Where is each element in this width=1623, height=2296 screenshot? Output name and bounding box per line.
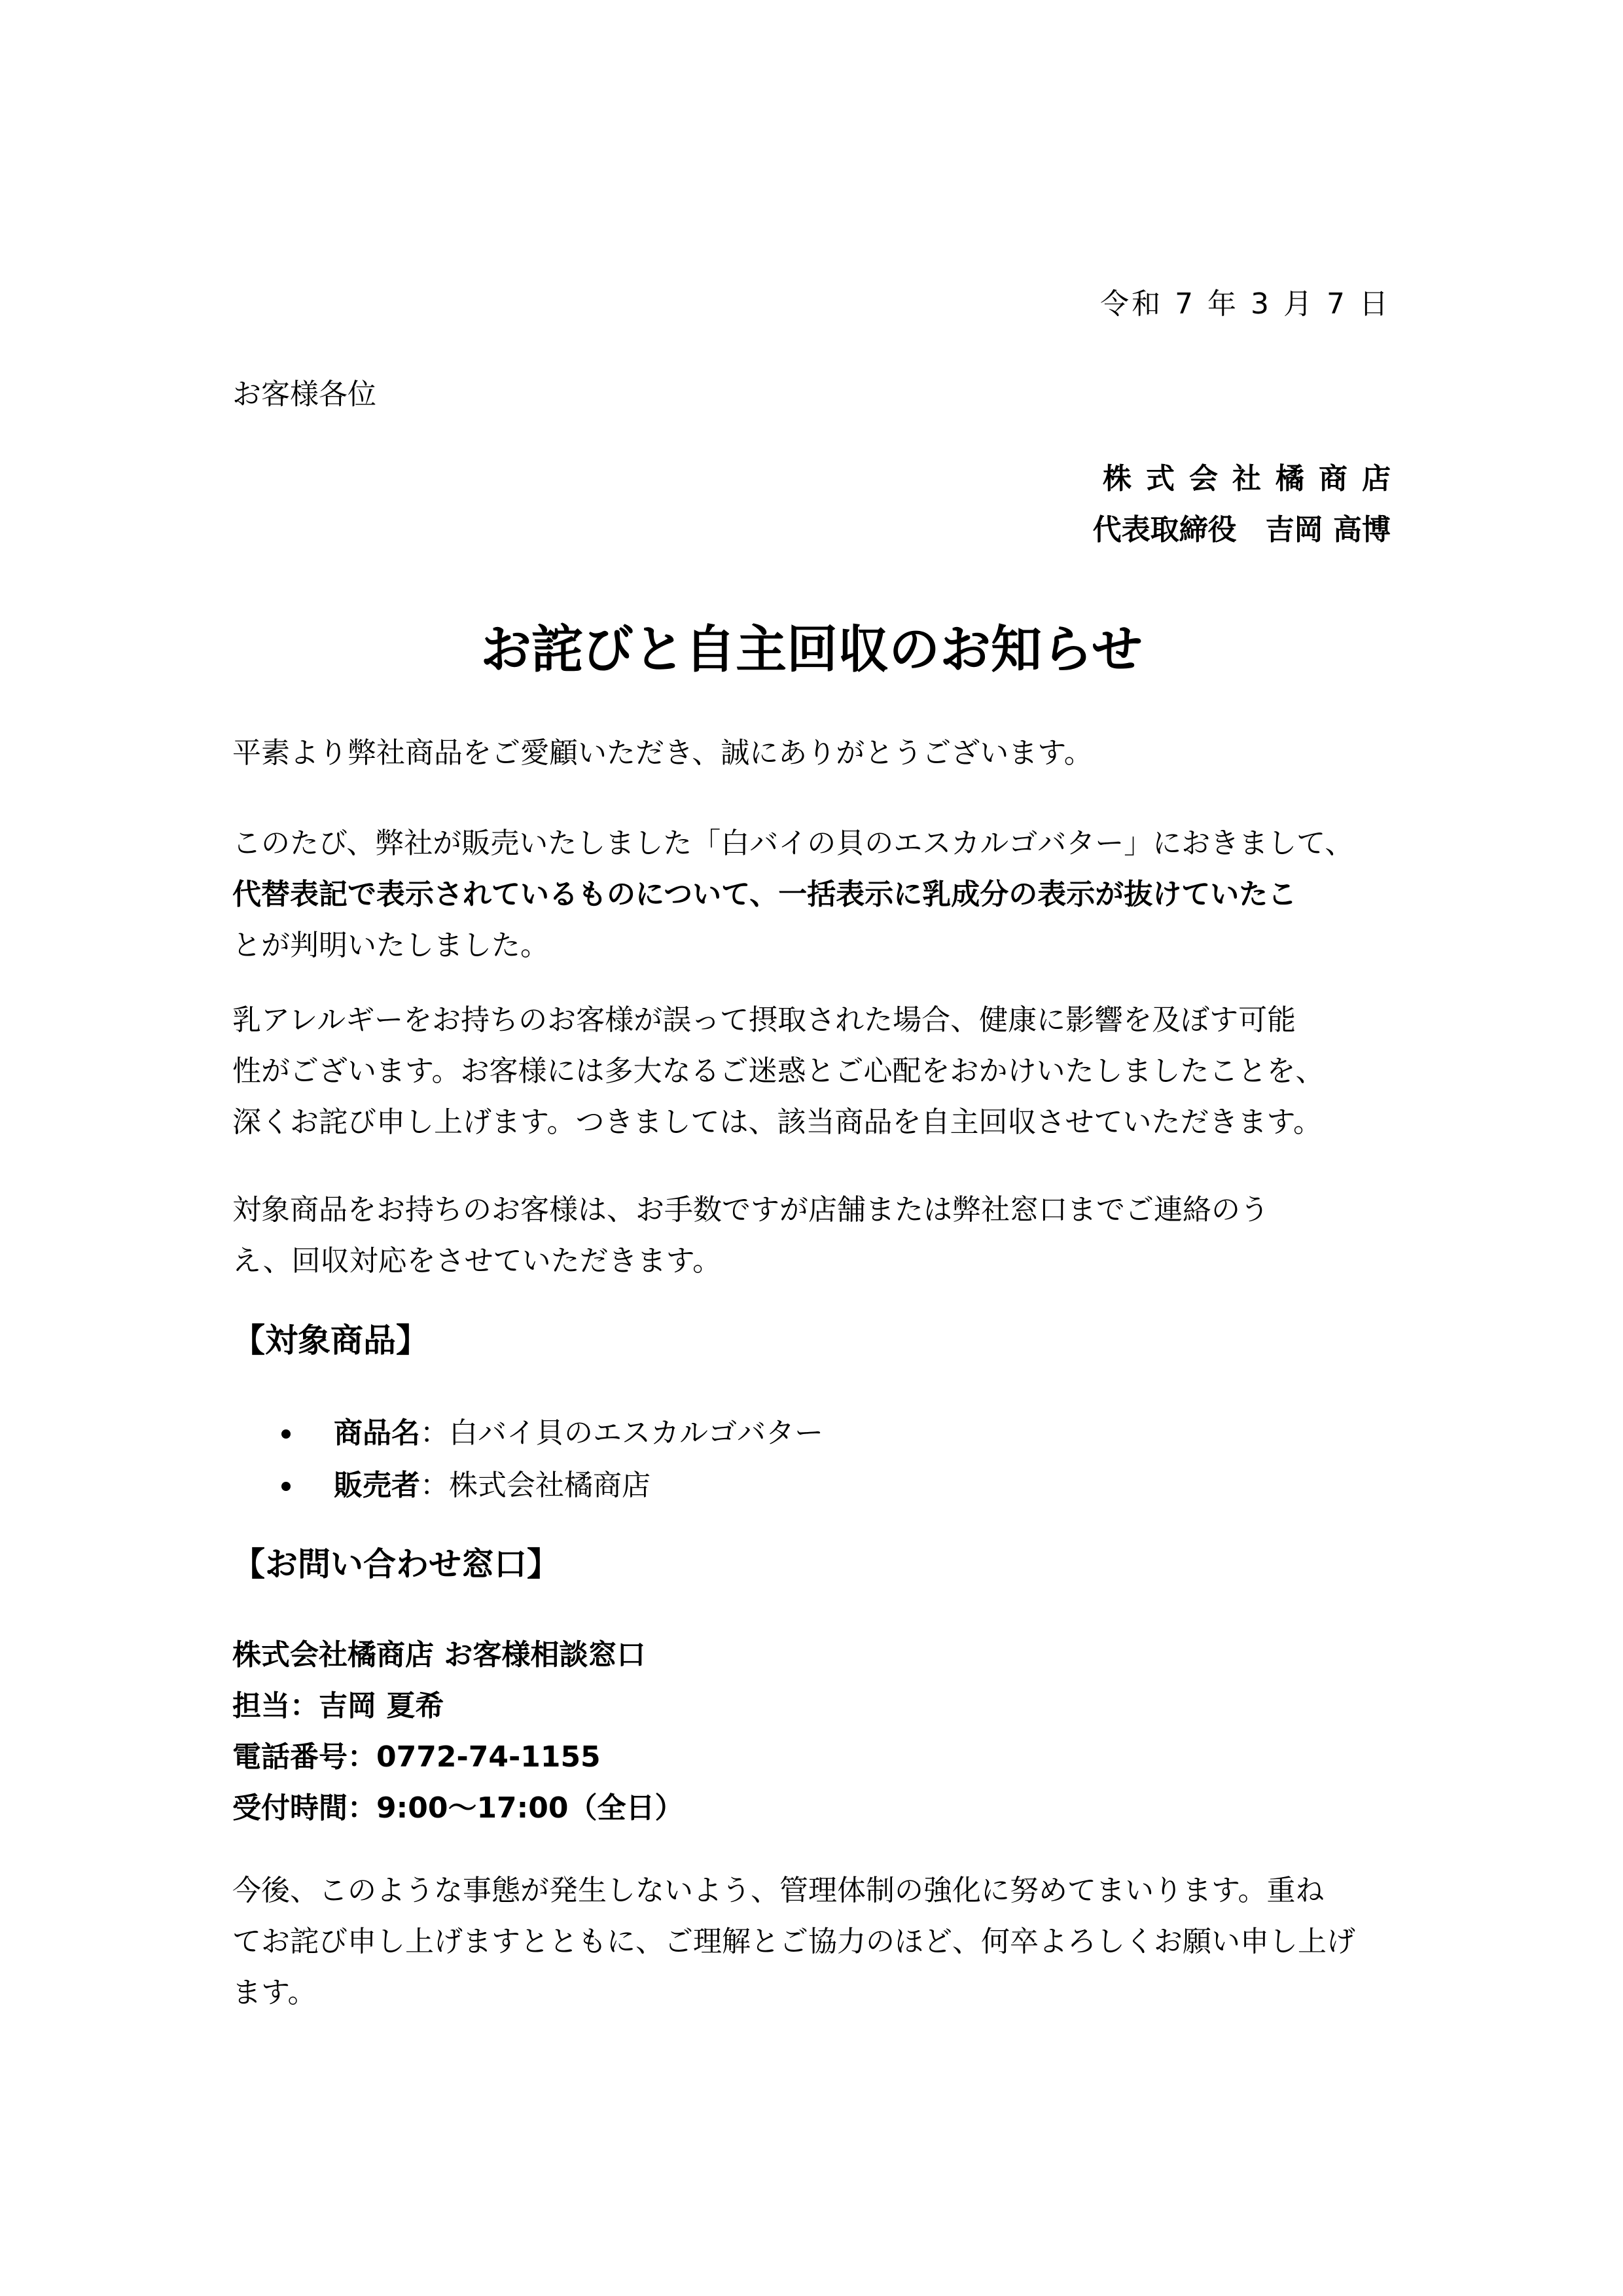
bullet-icon xyxy=(281,1482,291,1491)
closing-line-2: てお詫び申し上げますとともに、ご理解とご協力のほど、何卒よろしくお願い申し上げ xyxy=(232,1925,1355,1958)
list-item xyxy=(281,1460,823,1512)
seller-value: ：株式会社橘商店 xyxy=(420,1469,651,1502)
return-paragraph xyxy=(232,1185,1269,1287)
contact-phone: 電話番号：0772-74-1155 xyxy=(232,1740,601,1774)
notice-paragraph xyxy=(232,818,1353,971)
notice-line-1: このたび、弊社が販売いたしました「白バイの貝のエスカルゴバター」におきまして、 xyxy=(232,827,1354,860)
notice-line-3: とが判明いたしました。 xyxy=(232,929,549,962)
contact-hours: 受付時間：9:00～17:00（全日） xyxy=(232,1791,684,1825)
sender-representative: 代表取締役 吉岡 高博 xyxy=(1092,513,1391,547)
greeting-paragraph: 平素より弊社商品をご愛顧いただき、誠にありがとうございます。 xyxy=(232,736,1093,770)
allergy-line-1: 乳アレルギーをお持ちのお客様が誤って摂取された場合、健康に影響を及ぼす可能 xyxy=(232,1003,1296,1037)
contact-heading: 【お問い合わせ窓口】 xyxy=(232,1545,560,1583)
target-products-heading: 【対象商品】 xyxy=(232,1321,429,1359)
product-name-label: 商品名 xyxy=(334,1416,420,1450)
allergy-line-3: 深くお詫び申し上げます。つきましては、該当商品を自主回収させていただきます。 xyxy=(232,1105,1322,1139)
contact-office: 株式会社橘商店 お客様相談窓口 xyxy=(232,1638,646,1672)
page-title: お詫びと自主回収のお知らせ xyxy=(480,620,1143,679)
contact-block xyxy=(232,1630,684,1834)
seller-label: 販売者 xyxy=(334,1469,420,1502)
closing-line-3: ます。 xyxy=(232,1976,317,2009)
product-name-value: ：白バイ貝のエスカルゴバター xyxy=(420,1416,823,1450)
addressee: お客様各位 xyxy=(232,378,376,411)
notice-line-2-emphasis: 代替表記で表示されているものについて、一括表示に乳成分の表示が抜けていたこ xyxy=(232,878,1297,911)
return-line-1: 対象商品をお持ちのお客様は、お手数ですが店舗または弊社窓口までご連絡のう xyxy=(232,1193,1269,1227)
list-item xyxy=(281,1407,823,1460)
closing-line-1: 今後、このような事態が発生しないよう、管理体制の強化に努めてまいります。重ね xyxy=(232,1874,1325,1907)
return-line-2: え、回収対応をさせていただきます。 xyxy=(232,1244,722,1278)
issue-date: 令和 7 年 3 月 7 日 xyxy=(1100,287,1391,321)
bullet-icon xyxy=(281,1429,291,1439)
closing-paragraph xyxy=(232,1865,1355,2018)
allergy-line-2: 性がございます。お客様には多大なるご迷惑とご心配をおかけいたしましたことを、 xyxy=(232,1054,1325,1088)
allergy-paragraph xyxy=(232,995,1324,1148)
sender-company: 株式会社橘商店 xyxy=(1103,462,1405,495)
contact-person: 担当：吉岡 夏希 xyxy=(232,1689,444,1723)
target-products-list xyxy=(281,1407,823,1512)
